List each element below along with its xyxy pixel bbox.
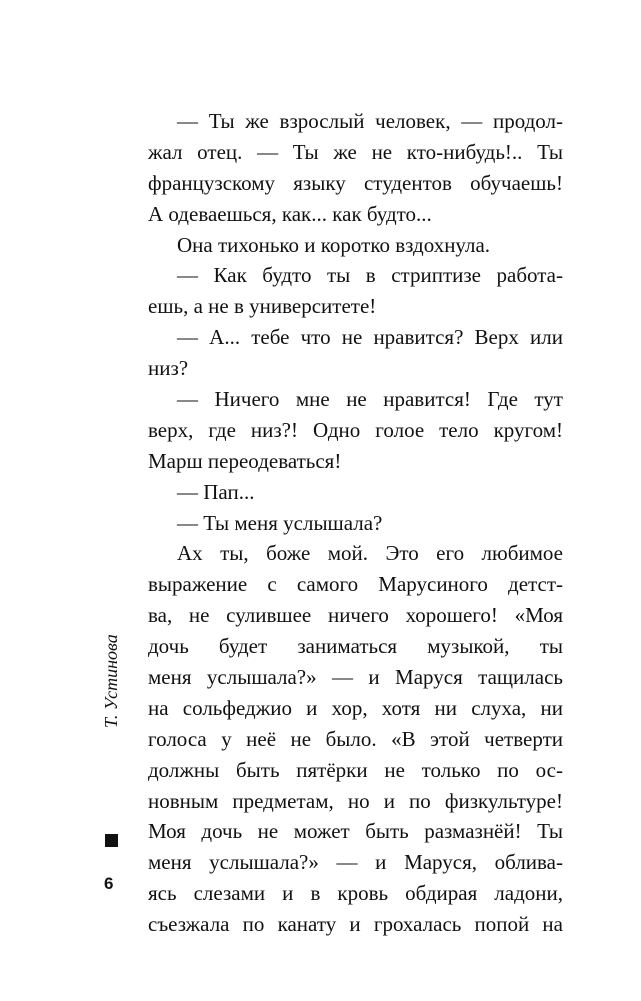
text-line: дочь будет заниматься музыкой, ты bbox=[148, 634, 563, 659]
text-line: — Пап... bbox=[177, 479, 255, 504]
text-line: низ? bbox=[148, 356, 189, 381]
body-text bbox=[148, 106, 563, 940]
text-line: верх, где низ?! Одно голое тело кругом! bbox=[148, 417, 563, 442]
text-line: Марш переодеваться! bbox=[148, 448, 342, 473]
text-line: съезжала по канату и грохалась попой на bbox=[148, 912, 563, 937]
text-line: меня услышала?» — и Маруся тащилась bbox=[148, 665, 563, 690]
text-line: жал отец. — Ты же не кто-нибудь!.. Ты bbox=[148, 139, 563, 164]
text-line: ешь, а не в университете! bbox=[148, 294, 377, 319]
text-line: Она тихонько и коротко вздохнула. bbox=[177, 232, 491, 257]
text-line: ясь слезами и в кровь обдирая ладони, bbox=[148, 881, 563, 906]
text-line: французскому языку студентов обучаешь! bbox=[148, 170, 563, 195]
text-line: новным предметам, но и по физкультуре! bbox=[148, 788, 563, 813]
running-head-square-icon bbox=[105, 834, 118, 847]
running-head-author: Т. Устинова bbox=[101, 634, 121, 728]
text-line: — Ты меня услышала? bbox=[177, 510, 383, 535]
text-line: выражение с самого Марусиного детст- bbox=[148, 572, 563, 597]
text-line: Моя дочь не может быть размазнёй! Ты bbox=[148, 819, 563, 844]
text-line: должны быть пятёрки не только по ос- bbox=[148, 757, 563, 782]
text-line: — А... тебе что не нравится? Верх или bbox=[177, 325, 563, 350]
text-line: — Ничего мне не нравится! Где тут bbox=[177, 387, 563, 412]
text-line: голоса у неё не было. «В этой четверти bbox=[148, 726, 563, 751]
text-line: — Как будто ты в стриптизе работа- bbox=[177, 263, 563, 288]
text-line: ва, не сулившее ничего хорошего! «Моя bbox=[148, 603, 563, 628]
text-line: меня услышала?» — и Маруся, облива- bbox=[148, 850, 563, 875]
page-number: 6 bbox=[104, 874, 114, 893]
text-line: Ах ты, боже мой. Это его любимое bbox=[177, 541, 563, 566]
text-line: на сольфеджио и хор, хотя ни слуха, ни bbox=[148, 695, 563, 720]
text-line: — Ты же взрослый человек, — продол- bbox=[177, 109, 563, 133]
text-line: А одеваешься, как... как будто... bbox=[148, 201, 432, 226]
